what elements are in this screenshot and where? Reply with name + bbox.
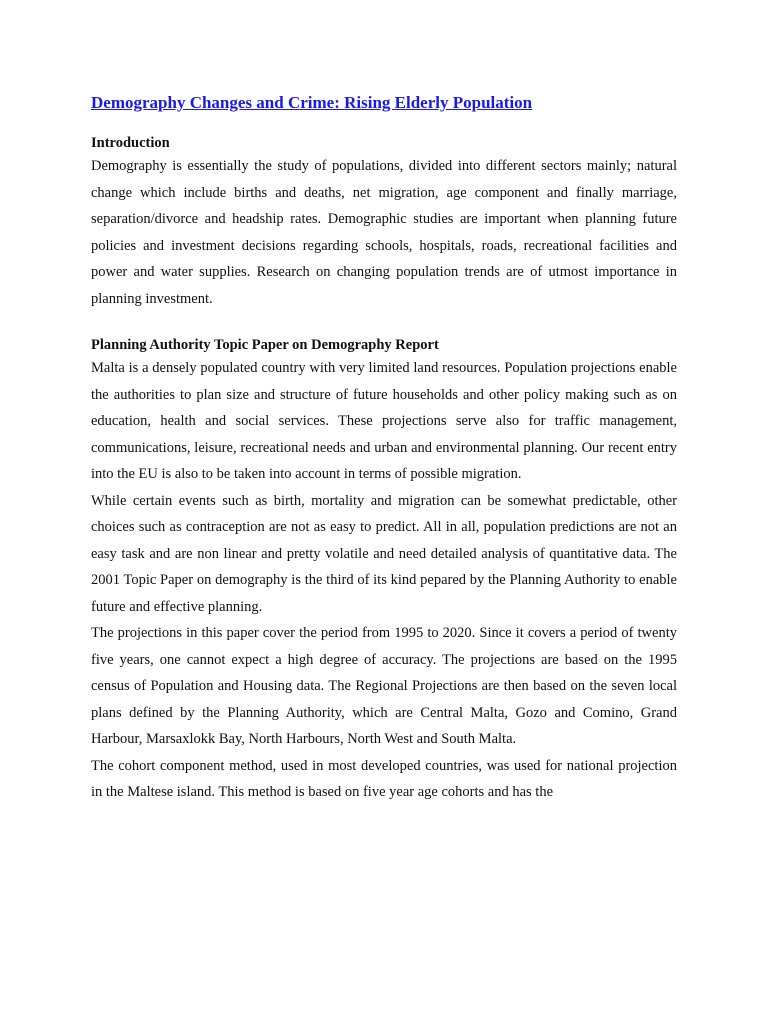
paragraph-introduction: Demography is essentially the study of populations, divided into different sectors mainly; natural change which include births and deaths, net migration, age component and finally marriage, separation/divorce and headship rates. Demographic studies are important when planning future policies and investment decisions regarding schools, hospitals, roads, recreational facilities and power and water supplies. Research on changing population trends are of utmost importance in planning investment.	[91, 158, 677, 307]
paragraph-predictability: While certain events such as birth, mortality and migration can be somewhat predictable, other choices such as contraception are not as easy to predict. All in all, population predictions are not an easy task and are non linear and pretty volatile and need detailed analysis of quantitative data. The 2001 Topic Paper on demography is the third of its kind pepared by the Planning Authority to enable future and effective planning.	[91, 492, 677, 615]
paragraph-projection-period: The projections in this paper cover the period from 1995 to 2020. Since it covers a period of twenty five years, one cannot expect a high degree of accuracy. The projections are based on the 1995 census of Population and Housing data. The Regional Projections are then based on the seven local plans defined by the Planning Authority, which are Central Malta, Gozo and Comino, Grand Harbour, Marsaxlokk Bay, North Harbours, North West and South Malta.	[91, 625, 677, 747]
paragraph-malta-land-resources: Malta is a densely populated country with very limited land resources. Population projections enable the authorities to plan size and structure of future households and other policy making such as on education, health and social services. These projections serve also for traffic management, communications, leisure, recreational needs and urban and environmental planning. Our recent entry into the EU is also to be taken into account in terms of possible migration.	[91, 360, 677, 482]
section-heading-introduction: Introduction	[91, 135, 170, 151]
section-heading-planning-authority: Planning Authority Topic Paper on Demography Report	[91, 337, 439, 353]
paragraph-cohort-method: The cohort component method, used in most developed countries, was used for national projection in the Maltese island. This method is based on five year age cohorts and has the	[91, 757, 677, 800]
document-title-link[interactable]: Demography Changes and Crime: Rising Elderly Population	[91, 93, 533, 112]
